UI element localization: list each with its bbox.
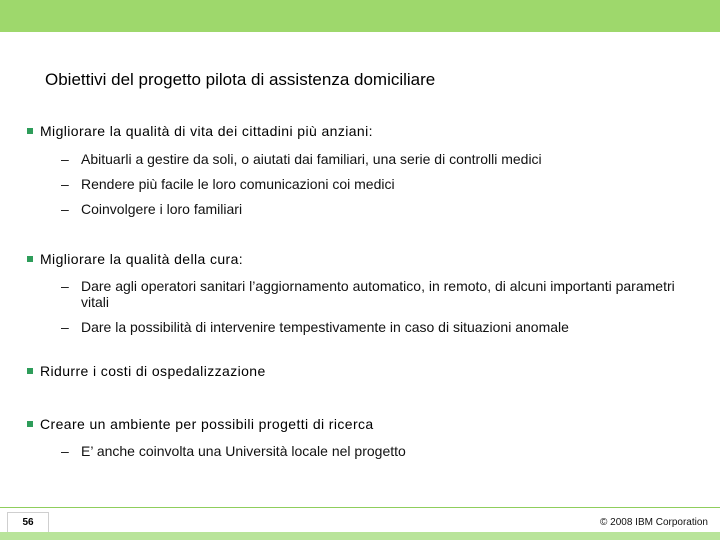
bullet-square-icon — [27, 256, 33, 262]
sub-item — [61, 319, 569, 335]
bullet-text: Ridurre i costi di ospedalizzazione — [40, 363, 266, 379]
bullet-item — [27, 416, 374, 432]
dash-icon: – — [61, 443, 69, 459]
bullet-square-icon — [27, 128, 33, 134]
dash-icon: – — [61, 176, 69, 192]
sub-text: Abituarli a gestire da soli, o aiutati dai familiari, una serie di controlli medici — [81, 151, 542, 167]
sub-text: E’ anche coinvolta una Università locale nel progetto — [81, 443, 406, 459]
dash-icon: – — [61, 151, 69, 167]
footer-bar — [0, 532, 720, 540]
footer-divider — [0, 507, 720, 508]
bullet-item — [27, 251, 243, 267]
dash-icon: – — [61, 319, 69, 335]
copyright-text: © 2008 IBM Corporation — [600, 517, 708, 528]
sub-item — [61, 278, 701, 310]
bullet-item — [27, 123, 373, 139]
bullet-square-icon — [27, 421, 33, 427]
bullet-square-icon — [27, 368, 33, 374]
page-number: 56 — [7, 512, 49, 534]
slide-title: Obiettivi del progetto pilota di assistenza domiciliare — [45, 70, 436, 89]
sub-text: Coinvolgere i loro familiari — [81, 201, 243, 217]
dash-icon: – — [61, 201, 69, 217]
bullet-item — [27, 363, 266, 379]
bullet-text: Migliorare la qualità della cura: — [40, 251, 244, 267]
sub-item — [61, 151, 542, 167]
sub-item — [61, 201, 242, 217]
sub-text: Rendere più facile le loro comunicazioni coi medici — [81, 176, 395, 192]
sub-item — [61, 443, 406, 459]
sub-text: Dare la possibilità di intervenire tempestivamente in caso di situazioni anomale — [81, 319, 569, 335]
dash-icon: – — [61, 278, 69, 294]
bullet-text: Migliorare la qualità di vita dei cittadini più anziani: — [40, 123, 373, 139]
sub-text: Dare agli operatori sanitari l’aggiornamento automatico, in remoto, di alcuni importanti parametri vitali — [81, 278, 675, 310]
bullet-text: Creare un ambiente per possibili progetti di ricerca — [40, 416, 374, 432]
sub-item — [61, 176, 395, 192]
